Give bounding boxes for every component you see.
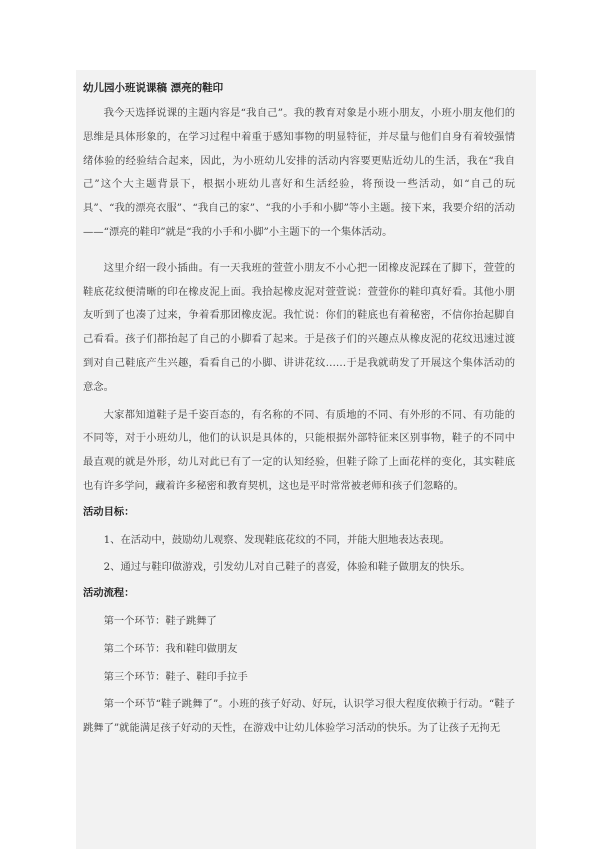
paragraph-anecdote: 这里介绍一段小插曲。有一天我班的萱萱小朋友不小心把一团橡皮泥踩在了脚下，萱萱的鞋底花纹便清晰的印在橡皮泥上面。我拾起橡皮泥对萱萱说：萱萱你的鞋印真好看。其他小朋友听到了也凑了过来，争着看那团橡皮泥。我忙说：你们的鞋底也有着秘密，不信你抬起脚自己看看。孩子们都抬起了自己的小脚看了起来。于是孩子们的兴趣点从橡皮泥的花纹迅速过渡到对自己鞋底产生兴趣，看看自己的小脚、讲讲花纹……于是我就萌发了开展这个集体活动的意念。 <box>83 261 515 393</box>
goal-item: 2、通过与鞋印做游戏，引发幼儿对自己鞋子的喜爱，体验和鞋子做朋友的快乐。 <box>103 561 471 574</box>
step-item: 第一个环节：鞋子跳舞了 <box>103 614 217 627</box>
process-heading: 活动流程： <box>83 587 135 600</box>
document-title: 幼儿园小班说课稿 漂亮的鞋印 <box>83 82 224 94</box>
paragraph-shoes: 大家都知道鞋子是千姿百态的，有名称的不同、有质地的不同、有外形的不同、有功能的不同等，对于小班幼儿，他们的认识是具体的，只能根据外部特征来区别事物，鞋子的不同中最直观的就是外形，幼儿对此已有了一定的认知经验，但鞋子除了上面花样的变化，其实鞋底也有许多学问，藏着许多秘密和教育契机，这也是平时常常被老师和孩子们忽略的。 <box>83 408 515 492</box>
goals-heading: 活动目标： <box>83 505 135 518</box>
paragraph-intro: 我今天选择说课的主题内容是“我自己”。我的教育对象是小班小朋友，小班小朋友他们的思维是具体形象的，在学习过程中着重于感知事物的明显特征，并尽量与他们自身有着较强情绪体验的经验结合起来，因此，为小班幼儿安排的活动内容要更贴近幼儿的生活，我在“我自己”这个大主题背景下，根据小班幼儿喜好和生活经验，将预设一些活动，如“自己的玩具”、“我的漂亮衣服”、“我自己的家”、“我的小手和小脚”等小主题。接下来，我要介绍的活动——“漂亮的鞋印”就是“我的小手和小脚”小主题下的一个集体活动。 <box>83 107 515 238</box>
step-item: 第三个环节：鞋子、鞋印手拉手 <box>103 670 248 683</box>
goal-item: 1、在活动中，鼓励幼儿观察、发现鞋底花纹的不同，并能大胆地表达表现。 <box>103 533 450 546</box>
document-body <box>83 78 515 741</box>
step-item: 第二个环节：我和鞋印做朋友 <box>103 642 238 655</box>
paragraph-closing: 第一个环节“鞋子跳舞了”。小班的孩子好动、好玩，认识学习很大程度依赖于行动。“鞋子跳舞了”就能满足孩子好动的天性，在游戏中让幼儿体验学习活动的快乐。为了让孩子无拘无 <box>83 698 515 735</box>
